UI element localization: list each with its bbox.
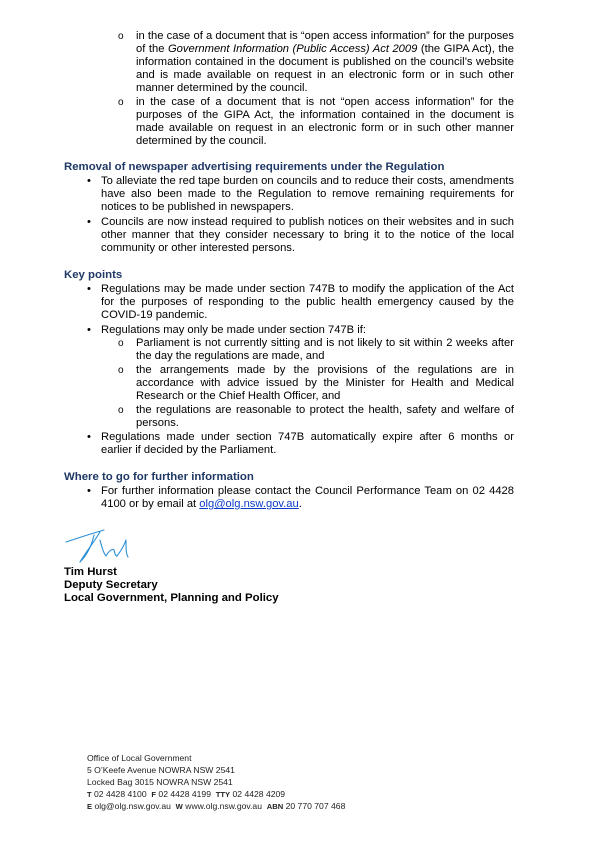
key-subitem-3: the regulations are reasonable to protect the health, safety and welfare of persons. xyxy=(136,404,514,430)
key-subitem-1: Parliament is not currently sitting and is not likely to sit within 2 weeks after the day the regulations are made, and xyxy=(136,337,514,363)
footer-email: olg@olg.nsw.gov.au xyxy=(94,801,171,811)
abn-value: 20 770 707 468 xyxy=(285,801,346,811)
key-bullet-3: Regulations made under section 747B automatically expire after 6 months or earlier if decided by the Parliament. xyxy=(101,431,514,457)
footer-website: www.olg.nsw.gov.au xyxy=(185,801,262,811)
section-heading-further-info: Where to go for further information xyxy=(64,471,254,483)
email-label: E xyxy=(87,802,93,811)
tty-label: TTY xyxy=(215,790,231,799)
abn-label: ABN xyxy=(266,802,284,811)
further-info-text: For further information please contact the Council Performance Team on 02 4428 4100 or by email at xyxy=(101,485,514,511)
bullet-marker: • xyxy=(87,324,91,336)
intro-subitem-text: (the GIPA Act), the information contained in the document is published on the council’s website and is made available on request in an electronic form or in such other manner determined by the council. xyxy=(136,43,514,95)
section-heading-removal: Removal of newspaper advertising requirements under the Regulation xyxy=(64,161,445,173)
intro-subitem-text: in the case of a document that is “open access information” for the purposes of the xyxy=(136,30,514,56)
signatory-name: Tim Hurst xyxy=(64,566,117,578)
bullet-marker: • xyxy=(87,431,91,443)
tty-value: 02 4428 4209 xyxy=(232,789,286,799)
bullet-marker: • xyxy=(87,175,91,187)
key-bullet-1: Regulations may be made under section 747B to modify the application of the Act for the purposes of responding to the public health emergency caused by the COVID-19 pandemic. xyxy=(101,283,514,322)
fax-label: F xyxy=(151,790,157,799)
removal-bullet-1: To alleviate the red tape burden on councils and to reduce their costs, amendments have also been made to the Regulation to remove remaining requirements for notices to be published in newspapers. xyxy=(101,175,514,214)
web-label: W xyxy=(175,802,183,811)
bullet-marker: • xyxy=(87,283,91,295)
signature-image xyxy=(60,522,150,566)
footer-org: Office of Local Government xyxy=(87,753,192,763)
sub-bullet-marker: o xyxy=(118,405,124,416)
removal-bullet-2: Councils are now instead required to publish notices on their websites and in such other manner that they consider necessary to bring it to the notice of the local community or other interested persons. xyxy=(101,216,514,255)
section-heading-key-points: Key points xyxy=(64,269,123,281)
sub-bullet-marker: o xyxy=(118,31,124,42)
footer-address-postal: Locked Bag 3015 NOWRA NSW 2541 xyxy=(87,777,233,787)
sub-bullet-marker: o xyxy=(118,97,124,108)
sub-bullet-marker: o xyxy=(118,365,124,376)
further-info-bullet xyxy=(101,485,514,511)
act-name: Government Information (Public Access) Act 2009 xyxy=(167,43,418,56)
phone-value: 02 4428 4100 xyxy=(94,789,147,799)
intro-subitem-gipa-not-open: in the case of a document that is not “open access information” for the purposes of the GIPA Act, the information contained in the document is made available on request in an electronic form or in such other manner determined by the council. xyxy=(136,96,514,148)
intro-subitem-gipa-open xyxy=(136,30,514,95)
bullet-marker: • xyxy=(87,216,91,228)
footer-contact-line xyxy=(87,800,345,813)
footer-address-street: 5 O’Keefe Avenue NOWRA NSW 2541 xyxy=(87,765,235,775)
phone-label: T xyxy=(87,790,92,799)
key-bullet-2: Regulations may only be made under section 747B if: xyxy=(101,324,366,336)
sub-bullet-marker: o xyxy=(118,338,124,349)
further-info-text-end: . xyxy=(298,498,302,511)
key-subitem-2: the arrangements made by the provisions of the regulations are in accordance with advice issued by the Minister for Health and Medical Research or the Chief Health Officer, and xyxy=(136,364,514,403)
signatory-title: Deputy Secretary xyxy=(64,579,158,591)
email-link[interactable]: olg@olg.nsw.gov.au xyxy=(199,498,299,511)
bullet-marker: • xyxy=(87,485,91,497)
fax-value: 02 4428 4199 xyxy=(158,789,211,799)
signatory-division: Local Government, Planning and Policy xyxy=(64,592,279,604)
